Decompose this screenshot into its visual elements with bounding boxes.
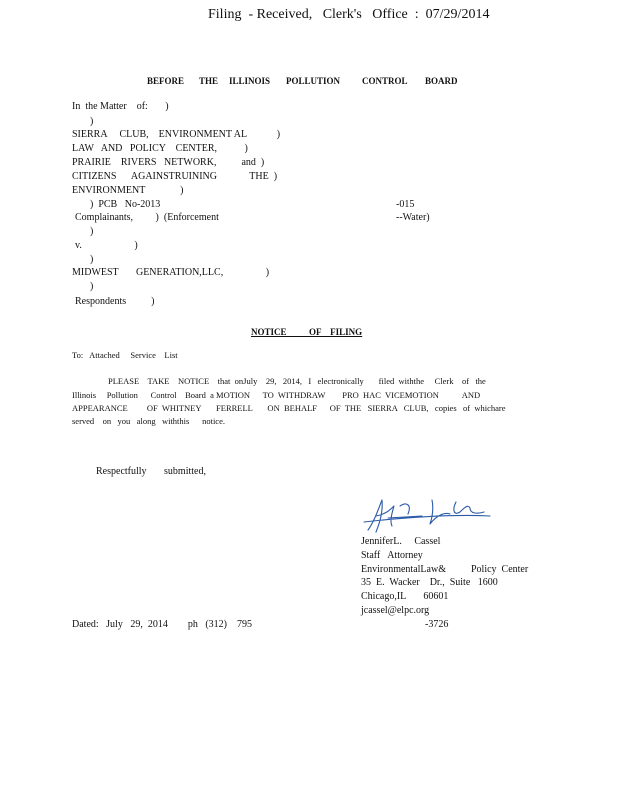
respondent-name: MIDWEST GENERATION,LLC, ) bbox=[72, 267, 270, 278]
body-line: APPEARANCE OF WHITNEY FERRELL ON BEHALF OF THE SIERRA CLUB, copies of whichare bbox=[72, 403, 506, 413]
caption-line: ENVIRONMENT ) bbox=[72, 185, 184, 196]
body-line: Illinois Pollution Control Board a MOTION TO WITHDRAW PRO HAC VICEMOTION AND bbox=[72, 390, 481, 400]
notice-title: NOTICE OF FILING bbox=[251, 327, 363, 337]
caption-line: ) bbox=[90, 226, 94, 237]
body-line: served on you along withthis notice. bbox=[72, 416, 225, 426]
signer-title: Staff Attorney bbox=[361, 550, 423, 561]
board-title-word: BOARD bbox=[425, 76, 458, 86]
signer-address-street: 35 E. Wacker Dr., Suite 1600 bbox=[361, 577, 498, 588]
board-title-word: BEFORE bbox=[147, 76, 185, 86]
body-line: PLEASE TAKE NOTICE that onJuly 29, 2014, I electronically filed withthe Clerk of the bbox=[108, 376, 486, 386]
board-title-word: POLLUTION bbox=[286, 76, 341, 86]
signer-email: jcassel@elpc.org bbox=[361, 605, 430, 616]
case-type: --Water) bbox=[396, 212, 430, 223]
signer-address-city: Chicago,IL 60601 bbox=[361, 591, 449, 602]
caption-line: ) bbox=[90, 116, 94, 127]
signer-organization: EnvironmentalLaw& Policy Center bbox=[361, 564, 529, 575]
board-title-word: THE bbox=[199, 76, 219, 86]
dated-line: Dated: July 29, 2014 ph (312) 795 bbox=[72, 619, 252, 630]
caption-line: CITIZENS AGAINSTRUINING THE ) bbox=[72, 171, 278, 182]
filing-stamp-header: Filing - Received, Clerk's Office : 07/29/2014 bbox=[208, 7, 490, 22]
service-line: To: Attached Service List bbox=[72, 350, 178, 360]
complainants-label: Complainants, ) (Enforcement bbox=[75, 212, 219, 223]
signer-name: JenniferL. Cassel bbox=[361, 536, 441, 547]
caption-line: ) bbox=[90, 281, 94, 292]
handwritten-signature bbox=[360, 492, 495, 538]
case-number: ) PCB No-2013 bbox=[90, 199, 161, 210]
respondents-label: Respondents ) bbox=[75, 296, 155, 307]
caption-line: In the Matter of: ) bbox=[72, 101, 169, 112]
signer-phone-suffix: -3726 bbox=[425, 619, 449, 630]
versus-label: v. ) bbox=[75, 240, 138, 251]
board-title-word: ILLINOIS bbox=[229, 76, 271, 86]
caption-line: LAW AND POLICY CENTER, ) bbox=[72, 143, 248, 154]
caption-line: PRAIRIE RIVERS NETWORK, and ) bbox=[72, 157, 265, 168]
case-number-suffix: -015 bbox=[396, 199, 415, 210]
caption-line: ) bbox=[90, 254, 94, 265]
closing-text: Respectfully submitted, bbox=[96, 466, 206, 477]
caption-line: SIERRA CLUB, ENVIRONMENT AL ) bbox=[72, 129, 281, 140]
board-title-word: CONTROL bbox=[362, 76, 408, 86]
